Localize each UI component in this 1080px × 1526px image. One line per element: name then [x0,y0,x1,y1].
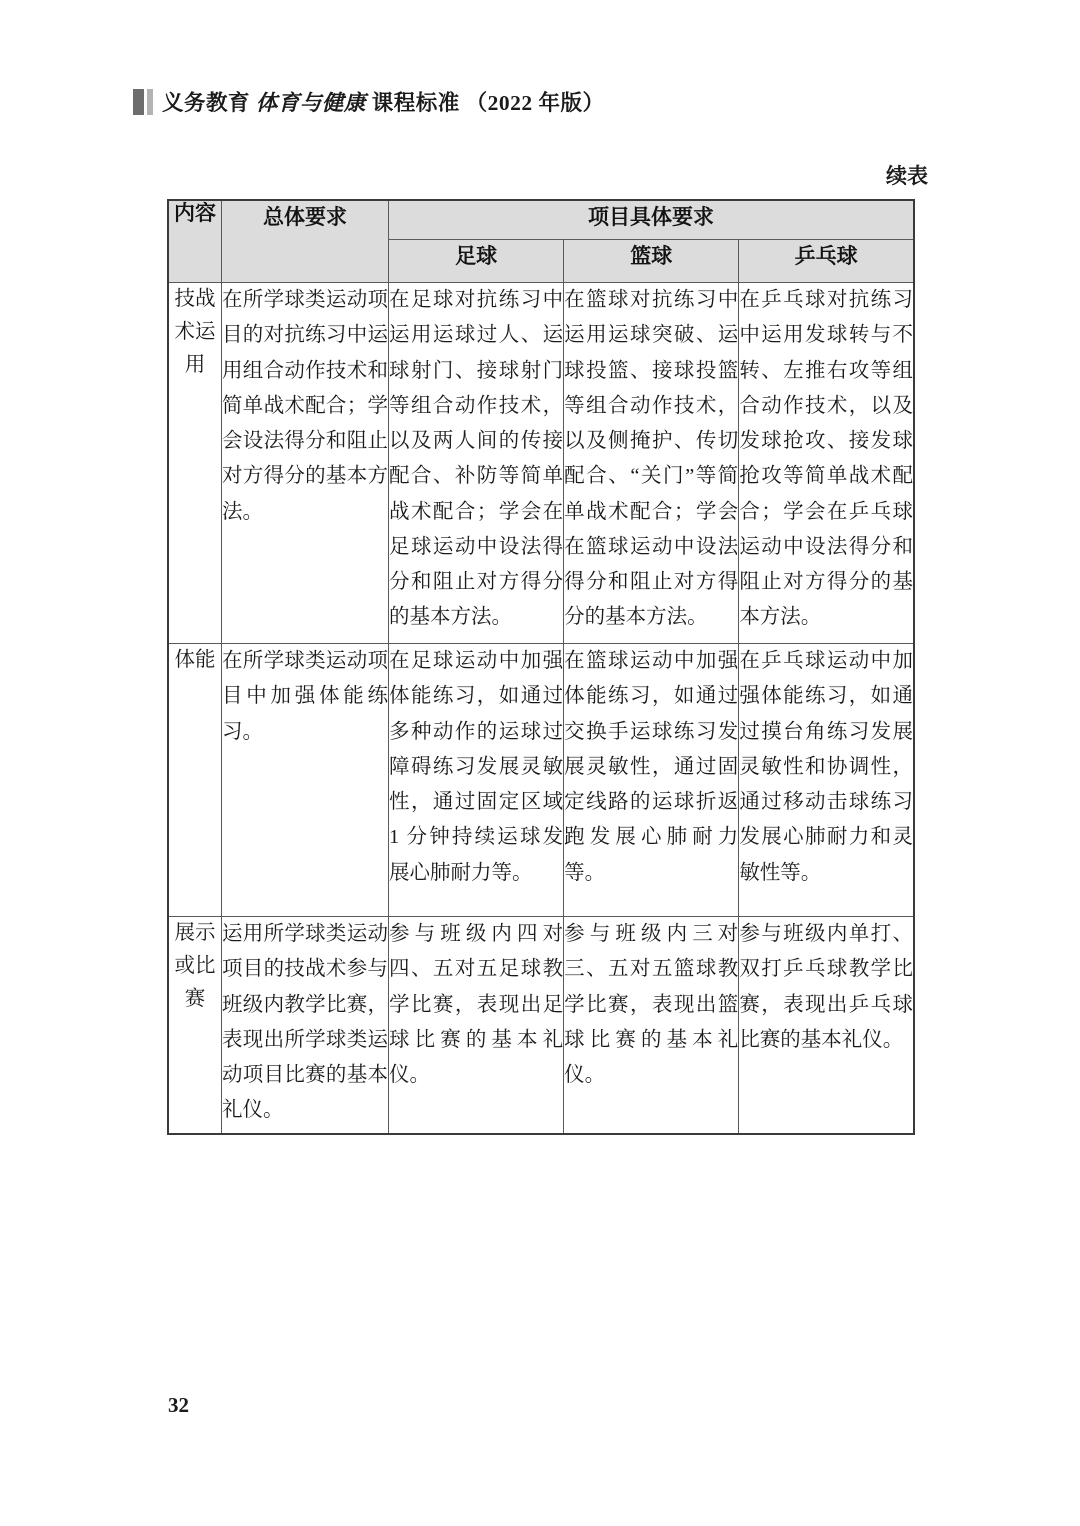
cell-basketball-showcase: 参与班级内三对三、五对五篮球教学比赛，表现出篮球比赛的基本礼仪。 [564,917,739,1135]
running-head-text [162,86,605,117]
cell-basketball-technique: 在篮球对抗练习中运用运球突破、运球投篮、接球投篮等组合动作技术，以及侧掩护、传切配合、“关门”等简单战术配合；学会在篮球运动中设法得分和阻止对方得分的基本方法。 [564,283,739,644]
column-header-football: 足球 [389,240,564,283]
dark-bar-icon [133,89,144,115]
cell-football-showcase: 参与班级内四对四、五对五足球教学比赛，表现出足球比赛的基本礼仪。 [389,917,564,1135]
table-header-row-1 [168,200,914,240]
table-body [168,283,914,1135]
table-row [168,917,914,1135]
cell-football-technique: 在足球对抗练习中运用运球过人、运球射门、接球射门等组合动作技术，以及两人间的传接配合、补防等简单战术配合；学会在足球运动中设法得分和阻止对方得分的基本方法。 [389,283,564,644]
cell-football-fitness: 在足球运动中加强体能练习，如通过多种动作的运球过障碍练习发展灵敏性，通过固定区域 1 分钟持续运球发展心肺耐力等。 [389,644,564,917]
continuation-label: 续表 [886,164,928,188]
table-row [168,283,914,644]
standards-table [167,199,915,1135]
cell-tabletennis-technique: 在乒乓球对抗练习中运用发球转与不转、左推右攻等组合动作技术，以及发球抢攻、接发球抢攻等简单战术配合；学会在乒乓球运动中设法得分和阻止对方得分的基本方法。 [739,283,914,644]
cell-overall-technique: 在所学球类运动项目的对抗练习中运用组合动作技术和简单战术配合；学会设法得分和阻止对方得分的基本方法。 [222,283,389,644]
column-header-basketball: 篮球 [564,240,739,283]
table-head [168,200,914,283]
table-row [168,644,914,917]
row-label-fitness: 体能 [168,644,222,917]
column-header-content: 内容 [168,200,222,283]
cell-overall-showcase: 运用所学球类运动项目的技战术参与班级内教学比赛，表现出所学球类运动项目比赛的基本礼仪。 [222,917,389,1135]
running-head-prefix: 义务教育 [162,91,251,115]
running-head [133,86,605,117]
standards-table-wrapper [167,199,915,1135]
row-label-technique: 技战术运用 [168,283,222,644]
running-head-suffix: 课程标准 （2022 年版） [371,91,605,115]
cell-basketball-fitness: 在篮球运动中加强体能练习，如通过交换手运球练习发展灵敏性，通过固定线路的运球折返跑发展心肺耐力等。 [564,644,739,917]
cell-tabletennis-showcase: 参与班级内单打、双打乒乓球教学比赛，表现出乒乓球比赛的基本礼仪。 [739,917,914,1135]
column-header-overall: 总体要求 [222,200,389,283]
row-label-showcase: 展示或比赛 [168,917,222,1135]
column-header-tabletennis: 乒乓球 [739,240,914,283]
light-bar-icon [147,89,153,115]
column-header-group: 项目具体要求 [389,200,915,240]
cell-overall-fitness: 在所学球类运动项目中加强体能练习。 [222,644,389,917]
page-number: 32 [168,1393,189,1417]
cell-tabletennis-fitness: 在乒乓球运动中加强体能练习，如通过摸台角练习发展灵敏性和协调性，通过移动击球练习发展心肺耐力和灵敏性等。 [739,644,914,917]
running-head-emphasis: 体育与健康 [255,91,366,115]
running-head-marks [133,89,153,115]
